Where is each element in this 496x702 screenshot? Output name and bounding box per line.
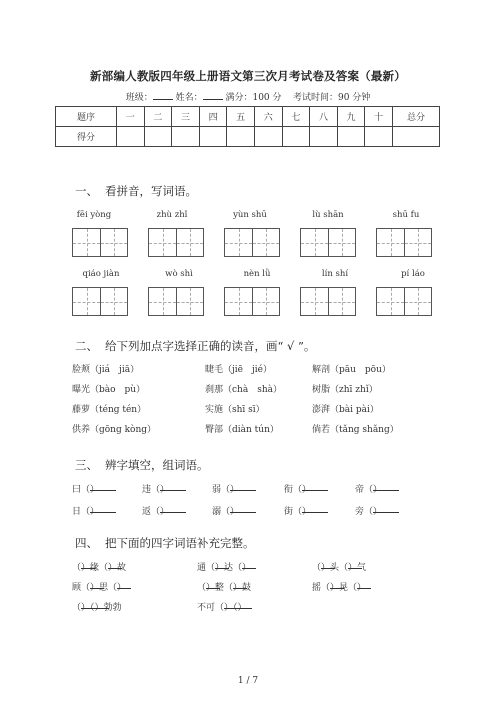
writing-box[interactable]	[300, 228, 356, 257]
writing-box[interactable]	[300, 287, 356, 316]
score-header-cell: 四	[199, 107, 227, 127]
section-4-heading	[75, 535, 255, 551]
writing-box[interactable]	[224, 287, 280, 316]
idiom-item[interactable]: 摇（ ）晃（ ）	[312, 580, 366, 593]
writing-box[interactable]	[72, 228, 128, 257]
char-fill-item[interactable]: 旁（ ）	[355, 504, 382, 517]
pinyin-label: lù shān	[312, 210, 344, 220]
idiom-item[interactable]: （ ）整（ ）鼓	[197, 580, 251, 593]
section-number: 四、	[75, 536, 98, 550]
reading-item[interactable]: 解剖（pāu pōu）	[312, 365, 391, 375]
pinyin-label: lín shí	[321, 269, 349, 279]
writing-box[interactable]	[376, 287, 432, 316]
section-3-heading	[75, 457, 209, 473]
reading-item[interactable]: 睫毛（jiē jié）	[205, 365, 272, 375]
idiom-item[interactable]: 通（ ）达（ ）	[197, 560, 251, 573]
writing-box[interactable]	[148, 287, 204, 316]
score-header-cell: 六	[254, 107, 282, 127]
section-title: 看拼音，写词语。	[105, 184, 197, 198]
char-fill-item[interactable]: 返（ ）	[142, 504, 169, 517]
idiom-item[interactable]: （ ）头（ ）气	[312, 560, 366, 573]
score-table-row	[56, 127, 440, 147]
score-cell[interactable]	[393, 127, 440, 147]
section-number: 三、	[75, 458, 98, 472]
score-header-cell: 二	[144, 107, 172, 127]
char-fill-item[interactable]: 帝（ ）	[355, 482, 382, 495]
name-label: 姓名：	[175, 93, 203, 103]
char-fill-item[interactable]: 衔（ ）	[284, 482, 311, 495]
char-fill-item[interactable]: 溺（ ）	[212, 504, 239, 517]
section-number: 二、	[75, 339, 98, 353]
exam-time: 考试时间：90 分钟	[292, 93, 371, 103]
score-header-cell: 八	[310, 107, 338, 127]
writing-box-row-2	[72, 287, 432, 316]
pinyin-label: shū fu	[392, 210, 420, 220]
reading-item[interactable]: 藤萝（téng tén）	[72, 405, 147, 415]
score-cell[interactable]	[172, 127, 200, 147]
score-cell[interactable]	[365, 127, 393, 147]
reading-item[interactable]: 脸颊（jiá jiā）	[72, 365, 140, 375]
class-blank[interactable]	[153, 91, 173, 100]
char-fill-item[interactable]: 违（ ）	[142, 482, 169, 495]
pinyin-label: qiáo jiàn	[82, 269, 120, 279]
idiom-item[interactable]: 顾（ ）思（ ）	[72, 580, 126, 593]
idiom-item[interactable]: （ ）缘（ ）故	[72, 560, 126, 573]
char-fill-item[interactable]: 曰（ ）	[72, 482, 99, 495]
score-cell[interactable]	[199, 127, 227, 147]
section-title: 辨字填空，组词语。	[105, 458, 209, 472]
reading-item[interactable]: 曝光（bào pù）	[72, 385, 146, 395]
writing-box[interactable]	[376, 228, 432, 257]
exam-info	[0, 90, 496, 103]
score-header-cell: 七	[282, 107, 310, 127]
section-1-heading	[75, 183, 197, 199]
idiom-item[interactable]: （ ）（ ）勃勃	[72, 600, 122, 613]
score-table-header	[56, 107, 440, 127]
score-table	[55, 106, 440, 147]
section-title: 给下列加点字选择正确的读音，画“ √ ”。	[105, 339, 316, 353]
writing-box[interactable]	[224, 228, 280, 257]
score-header-cell: 题序	[56, 107, 117, 127]
score-header-cell: 五	[227, 107, 255, 127]
page-title: 新部编人教版四年级上册语文第三次月考试卷及答案（最新）	[90, 69, 406, 83]
score-header-cell: 九	[337, 107, 365, 127]
writing-box-row-1	[72, 228, 432, 257]
pinyin-label: wò shì	[165, 269, 193, 279]
reading-item[interactable]: 供养（gōng kòng）	[72, 425, 157, 435]
reading-item[interactable]: 树脂（zhī zhǐ）	[312, 385, 378, 395]
reading-item[interactable]: 倘若（tǎng shǎng）	[312, 425, 399, 435]
pinyin-row-1	[55, 210, 445, 220]
section-number: 一、	[75, 184, 98, 198]
page-number: 1 / 7	[237, 676, 259, 686]
reading-item[interactable]: 实施（shī sī）	[205, 405, 265, 415]
score-header-cell: 十	[365, 107, 393, 127]
full-score: 满分：100 分	[225, 93, 282, 103]
score-cell[interactable]	[254, 127, 282, 147]
score-cell[interactable]	[310, 127, 338, 147]
pinyin-label: zhù zhǐ	[156, 210, 188, 220]
score-cell[interactable]	[282, 127, 310, 147]
score-row-label: 得分	[56, 127, 117, 147]
idiom-item[interactable]: 不可（ ）（ ）	[197, 600, 247, 613]
pinyin-label: fēi yòng	[76, 210, 112, 220]
pinyin-label: yùn shū	[233, 210, 267, 220]
writing-box[interactable]	[72, 287, 128, 316]
reading-item[interactable]: 刹那（chà shà）	[205, 385, 282, 395]
section-title: 把下面的四字词语补充完整。	[105, 536, 255, 550]
char-fill-item[interactable]: 日（ ）	[72, 504, 99, 517]
score-header-cell: 总分	[393, 107, 440, 127]
char-fill-item[interactable]: 街（ ）	[284, 504, 311, 517]
reading-item[interactable]: 澎湃（bài pài）	[312, 405, 379, 415]
section-2-heading	[75, 338, 315, 354]
pinyin-row-2	[62, 269, 452, 279]
writing-box[interactable]	[148, 228, 204, 257]
reading-item[interactable]: 臀部（diàn tún）	[205, 425, 279, 435]
score-header-cell: 三	[172, 107, 200, 127]
pinyin-label: pí láo	[401, 269, 425, 279]
score-header-cell: 一	[117, 107, 145, 127]
char-fill-item[interactable]: 弱（ ）	[212, 482, 239, 495]
class-label: 班级：	[125, 93, 153, 103]
pinyin-label: nèn lǜ	[243, 269, 271, 279]
score-cell[interactable]	[144, 127, 172, 147]
score-cell[interactable]	[227, 127, 255, 147]
score-cell[interactable]	[117, 127, 145, 147]
name-blank[interactable]	[203, 91, 223, 100]
score-cell[interactable]	[337, 127, 365, 147]
